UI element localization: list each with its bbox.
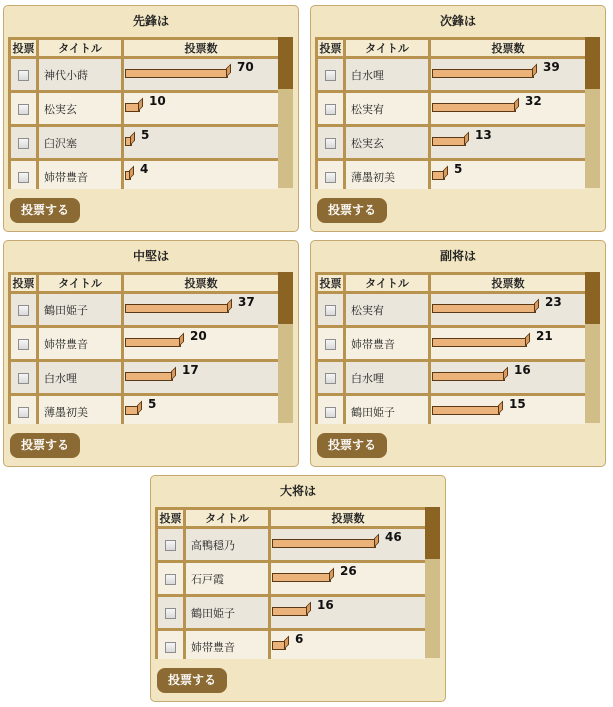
candidate-name: 姉帯豊音: [186, 631, 271, 659]
header-vote: 投票: [318, 275, 346, 294]
candidate-name: 松実玄: [39, 93, 124, 127]
vote-panel-chuken: [3, 240, 299, 467]
vote-checkbox-cell[interactable]: [318, 328, 346, 362]
vote-panel-taisho: [150, 475, 446, 702]
candidate-row: [318, 294, 585, 328]
candidate-name: 薄墨初美: [39, 396, 124, 424]
candidate-name: 高鴨穏乃: [186, 529, 271, 563]
vote-count: 20: [190, 329, 207, 343]
vote-count: 15: [509, 397, 526, 411]
vote-checkbox-cell[interactable]: [318, 362, 346, 396]
vote-checkbox[interactable]: [165, 540, 176, 551]
vote-button[interactable]: 投票する: [10, 198, 80, 223]
vote-bar: [432, 304, 536, 313]
header-count: 投票数: [124, 275, 278, 294]
candidate-row: [11, 59, 278, 93]
vote-bar-cell: [431, 294, 585, 328]
vote-bar: [272, 607, 308, 616]
vote-checkbox[interactable]: [18, 104, 29, 115]
candidate-row: [11, 396, 278, 424]
candidate-name: 臼沢塞: [39, 127, 124, 161]
vote-checkbox[interactable]: [18, 407, 29, 418]
vote-bar-cell: [124, 127, 278, 161]
candidate-row: [11, 328, 278, 362]
header-vote: 投票: [11, 275, 39, 294]
vote-count: 4: [140, 162, 149, 176]
vote-count: 23: [545, 295, 562, 309]
vote-bar-cell: [271, 597, 425, 631]
vote-checkbox-cell[interactable]: [318, 161, 346, 189]
vote-checkbox[interactable]: [18, 172, 29, 183]
vote-button[interactable]: 投票する: [10, 433, 80, 458]
candidate-name: 鶴田姫子: [346, 396, 431, 424]
list-scrollbar[interactable]: [425, 507, 440, 658]
vote-checkbox-cell[interactable]: [11, 362, 39, 396]
vote-bar-cell: [124, 161, 278, 189]
vote-bar-cell: [124, 93, 278, 127]
vote-table: [315, 37, 585, 189]
header-title: タイトル: [39, 275, 124, 294]
candidate-row: [11, 294, 278, 328]
vote-checkbox-cell[interactable]: [11, 59, 39, 93]
vote-bar: [432, 338, 527, 347]
scroll-thumb[interactable]: [585, 272, 600, 324]
candidate-row: [158, 631, 425, 659]
vote-count: 39: [543, 60, 560, 74]
vote-checkbox-cell[interactable]: [11, 396, 39, 424]
vote-checkbox-cell[interactable]: [158, 597, 186, 631]
vote-bar: [125, 406, 139, 415]
candidate-list: [8, 37, 278, 189]
header-count: 投票数: [431, 275, 585, 294]
vote-table: [315, 272, 585, 424]
panel-title: 先鋒は: [132, 14, 169, 28]
list-scrollbar[interactable]: [278, 272, 293, 423]
table-header-row: [318, 40, 585, 59]
vote-bar-cell: [271, 529, 425, 563]
vote-bar-cell: [431, 396, 585, 424]
vote-checkbox[interactable]: [165, 574, 176, 585]
vote-checkbox[interactable]: [325, 104, 336, 115]
header-title: タイトル: [39, 40, 124, 59]
list-scrollbar[interactable]: [278, 37, 293, 188]
vote-bar: [125, 338, 181, 347]
candidate-list: [8, 272, 278, 424]
vote-checkbox-cell[interactable]: [11, 294, 39, 328]
vote-bar-cell: [431, 127, 585, 161]
vote-bar: [125, 103, 140, 112]
candidate-name: 姉帯豊音: [39, 328, 124, 362]
table-header-row: [11, 275, 278, 294]
list-scrollbar[interactable]: [585, 37, 600, 188]
vote-count: 37: [238, 295, 255, 309]
header-vote: 投票: [318, 40, 346, 59]
candidate-row: [11, 161, 278, 189]
vote-checkbox[interactable]: [18, 138, 29, 149]
vote-bar: [432, 103, 516, 112]
vote-checkbox-cell[interactable]: [318, 294, 346, 328]
vote-checkbox[interactable]: [325, 373, 336, 384]
vote-bar: [432, 69, 534, 78]
vote-checkbox-cell[interactable]: [11, 127, 39, 161]
vote-count: 6: [295, 632, 304, 646]
vote-count: 5: [454, 162, 463, 176]
header-count: 投票数: [431, 40, 585, 59]
vote-bar: [272, 641, 286, 650]
header-count: 投票数: [271, 510, 425, 529]
candidate-name: 松実宥: [346, 294, 431, 328]
vote-checkbox-cell[interactable]: [318, 59, 346, 93]
vote-checkbox[interactable]: [325, 138, 336, 149]
vote-count: 21: [536, 329, 553, 343]
vote-table: [155, 507, 425, 659]
table-header-row: [158, 510, 425, 529]
scroll-thumb[interactable]: [585, 37, 600, 89]
vote-bar-cell: [124, 294, 278, 328]
vote-bar-cell: [431, 161, 585, 189]
vote-bar-cell: [124, 328, 278, 362]
candidate-name: 白水哩: [346, 59, 431, 93]
table-header-row: [11, 40, 278, 59]
scroll-thumb[interactable]: [425, 507, 440, 559]
vote-bar-cell: [124, 59, 278, 93]
vote-bar-cell: [271, 631, 425, 659]
vote-checkbox-cell[interactable]: [11, 161, 39, 189]
vote-checkbox[interactable]: [18, 339, 29, 350]
candidate-name: 鶴田姫子: [186, 597, 271, 631]
vote-bar: [272, 539, 376, 548]
vote-bar-cell: [431, 362, 585, 396]
vote-checkbox-cell[interactable]: [158, 563, 186, 597]
candidate-name: 神代小蒔: [39, 59, 124, 93]
vote-count: 32: [525, 94, 542, 108]
vote-count: 10: [149, 94, 166, 108]
vote-bar: [432, 171, 445, 180]
vote-bar-cell: [431, 59, 585, 93]
table-header-row: [318, 275, 585, 294]
candidate-row: [158, 563, 425, 597]
candidate-row: [158, 597, 425, 631]
vote-bar-cell: [124, 396, 278, 424]
vote-bar: [432, 372, 505, 381]
vote-checkbox-cell[interactable]: [11, 93, 39, 127]
vote-checkbox[interactable]: [325, 70, 336, 81]
panel-title: 大将は: [279, 484, 316, 498]
vote-count: 5: [148, 397, 157, 411]
header-count: 投票数: [124, 40, 278, 59]
candidate-row: [318, 161, 585, 189]
candidate-list: [315, 272, 585, 424]
vote-count: 16: [317, 598, 334, 612]
candidate-row: [318, 127, 585, 161]
candidate-name: 白水哩: [39, 362, 124, 396]
list-scrollbar[interactable]: [585, 272, 600, 423]
vote-bar: [272, 573, 331, 582]
panel-title: 中堅は: [132, 249, 169, 263]
vote-bar: [125, 137, 132, 146]
vote-checkbox[interactable]: [325, 305, 336, 316]
vote-checkbox[interactable]: [325, 172, 336, 183]
vote-button[interactable]: 投票する: [317, 198, 387, 223]
candidate-row: [318, 362, 585, 396]
vote-count: 5: [141, 128, 150, 142]
candidate-row: [11, 127, 278, 161]
vote-bar: [432, 406, 500, 415]
candidate-row: [11, 362, 278, 396]
candidate-name: 白水哩: [346, 362, 431, 396]
vote-checkbox-cell[interactable]: [318, 396, 346, 424]
candidate-name: 松実玄: [346, 127, 431, 161]
vote-bar: [432, 137, 466, 146]
vote-checkbox[interactable]: [325, 407, 336, 418]
vote-panel-fukusho: [310, 240, 606, 467]
vote-checkbox-cell[interactable]: [11, 328, 39, 362]
vote-count: 46: [385, 530, 402, 544]
vote-checkbox[interactable]: [165, 642, 176, 653]
candidate-list: [315, 37, 585, 189]
vote-panel-senpo: [3, 5, 299, 232]
candidate-name: 姉帯豊音: [39, 161, 124, 189]
panel-title: 次鋒は: [439, 14, 476, 28]
vote-checkbox-cell[interactable]: [318, 93, 346, 127]
header-title: タイトル: [186, 510, 271, 529]
vote-bar-cell: [431, 93, 585, 127]
vote-count: 17: [182, 363, 199, 377]
vote-checkbox-cell[interactable]: [158, 631, 186, 659]
vote-checkbox[interactable]: [18, 70, 29, 81]
candidate-row: [11, 93, 278, 127]
vote-count: 70: [237, 60, 254, 74]
scroll-thumb[interactable]: [278, 37, 293, 89]
vote-count: 13: [475, 128, 492, 142]
candidate-name: 姉帯豊音: [346, 328, 431, 362]
candidate-name: 松実宥: [346, 93, 431, 127]
candidate-name: 薄墨初美: [346, 161, 431, 189]
vote-checkbox[interactable]: [18, 373, 29, 384]
candidate-row: [318, 396, 585, 424]
header-vote: 投票: [158, 510, 186, 529]
header-vote: 投票: [11, 40, 39, 59]
candidate-name: 石戸霞: [186, 563, 271, 597]
candidate-name: 鶴田姫子: [39, 294, 124, 328]
vote-button[interactable]: 投票する: [317, 433, 387, 458]
header-title: タイトル: [346, 275, 431, 294]
vote-checkbox[interactable]: [325, 339, 336, 350]
vote-count: 26: [340, 564, 357, 578]
header-title: タイトル: [346, 40, 431, 59]
candidate-row: [318, 59, 585, 93]
vote-bar: [125, 171, 131, 180]
vote-table: [8, 37, 278, 189]
candidate-row: [318, 328, 585, 362]
vote-checkbox-cell[interactable]: [318, 127, 346, 161]
vote-checkbox[interactable]: [165, 608, 176, 619]
vote-count: 16: [514, 363, 531, 377]
vote-bar: [125, 69, 228, 78]
vote-table: [8, 272, 278, 424]
vote-bar: [125, 304, 229, 313]
vote-bar-cell: [124, 362, 278, 396]
candidate-list: [155, 507, 425, 659]
vote-bar: [125, 372, 173, 381]
candidate-row: [158, 529, 425, 563]
vote-checkbox-cell[interactable]: [158, 529, 186, 563]
vote-button[interactable]: 投票する: [157, 668, 227, 693]
vote-panel-jiho: [310, 5, 606, 232]
vote-checkbox[interactable]: [18, 305, 29, 316]
panel-title: 副将は: [439, 249, 476, 263]
scroll-thumb[interactable]: [278, 272, 293, 324]
vote-bar-cell: [271, 563, 425, 597]
vote-bar-cell: [431, 328, 585, 362]
candidate-row: [318, 93, 585, 127]
